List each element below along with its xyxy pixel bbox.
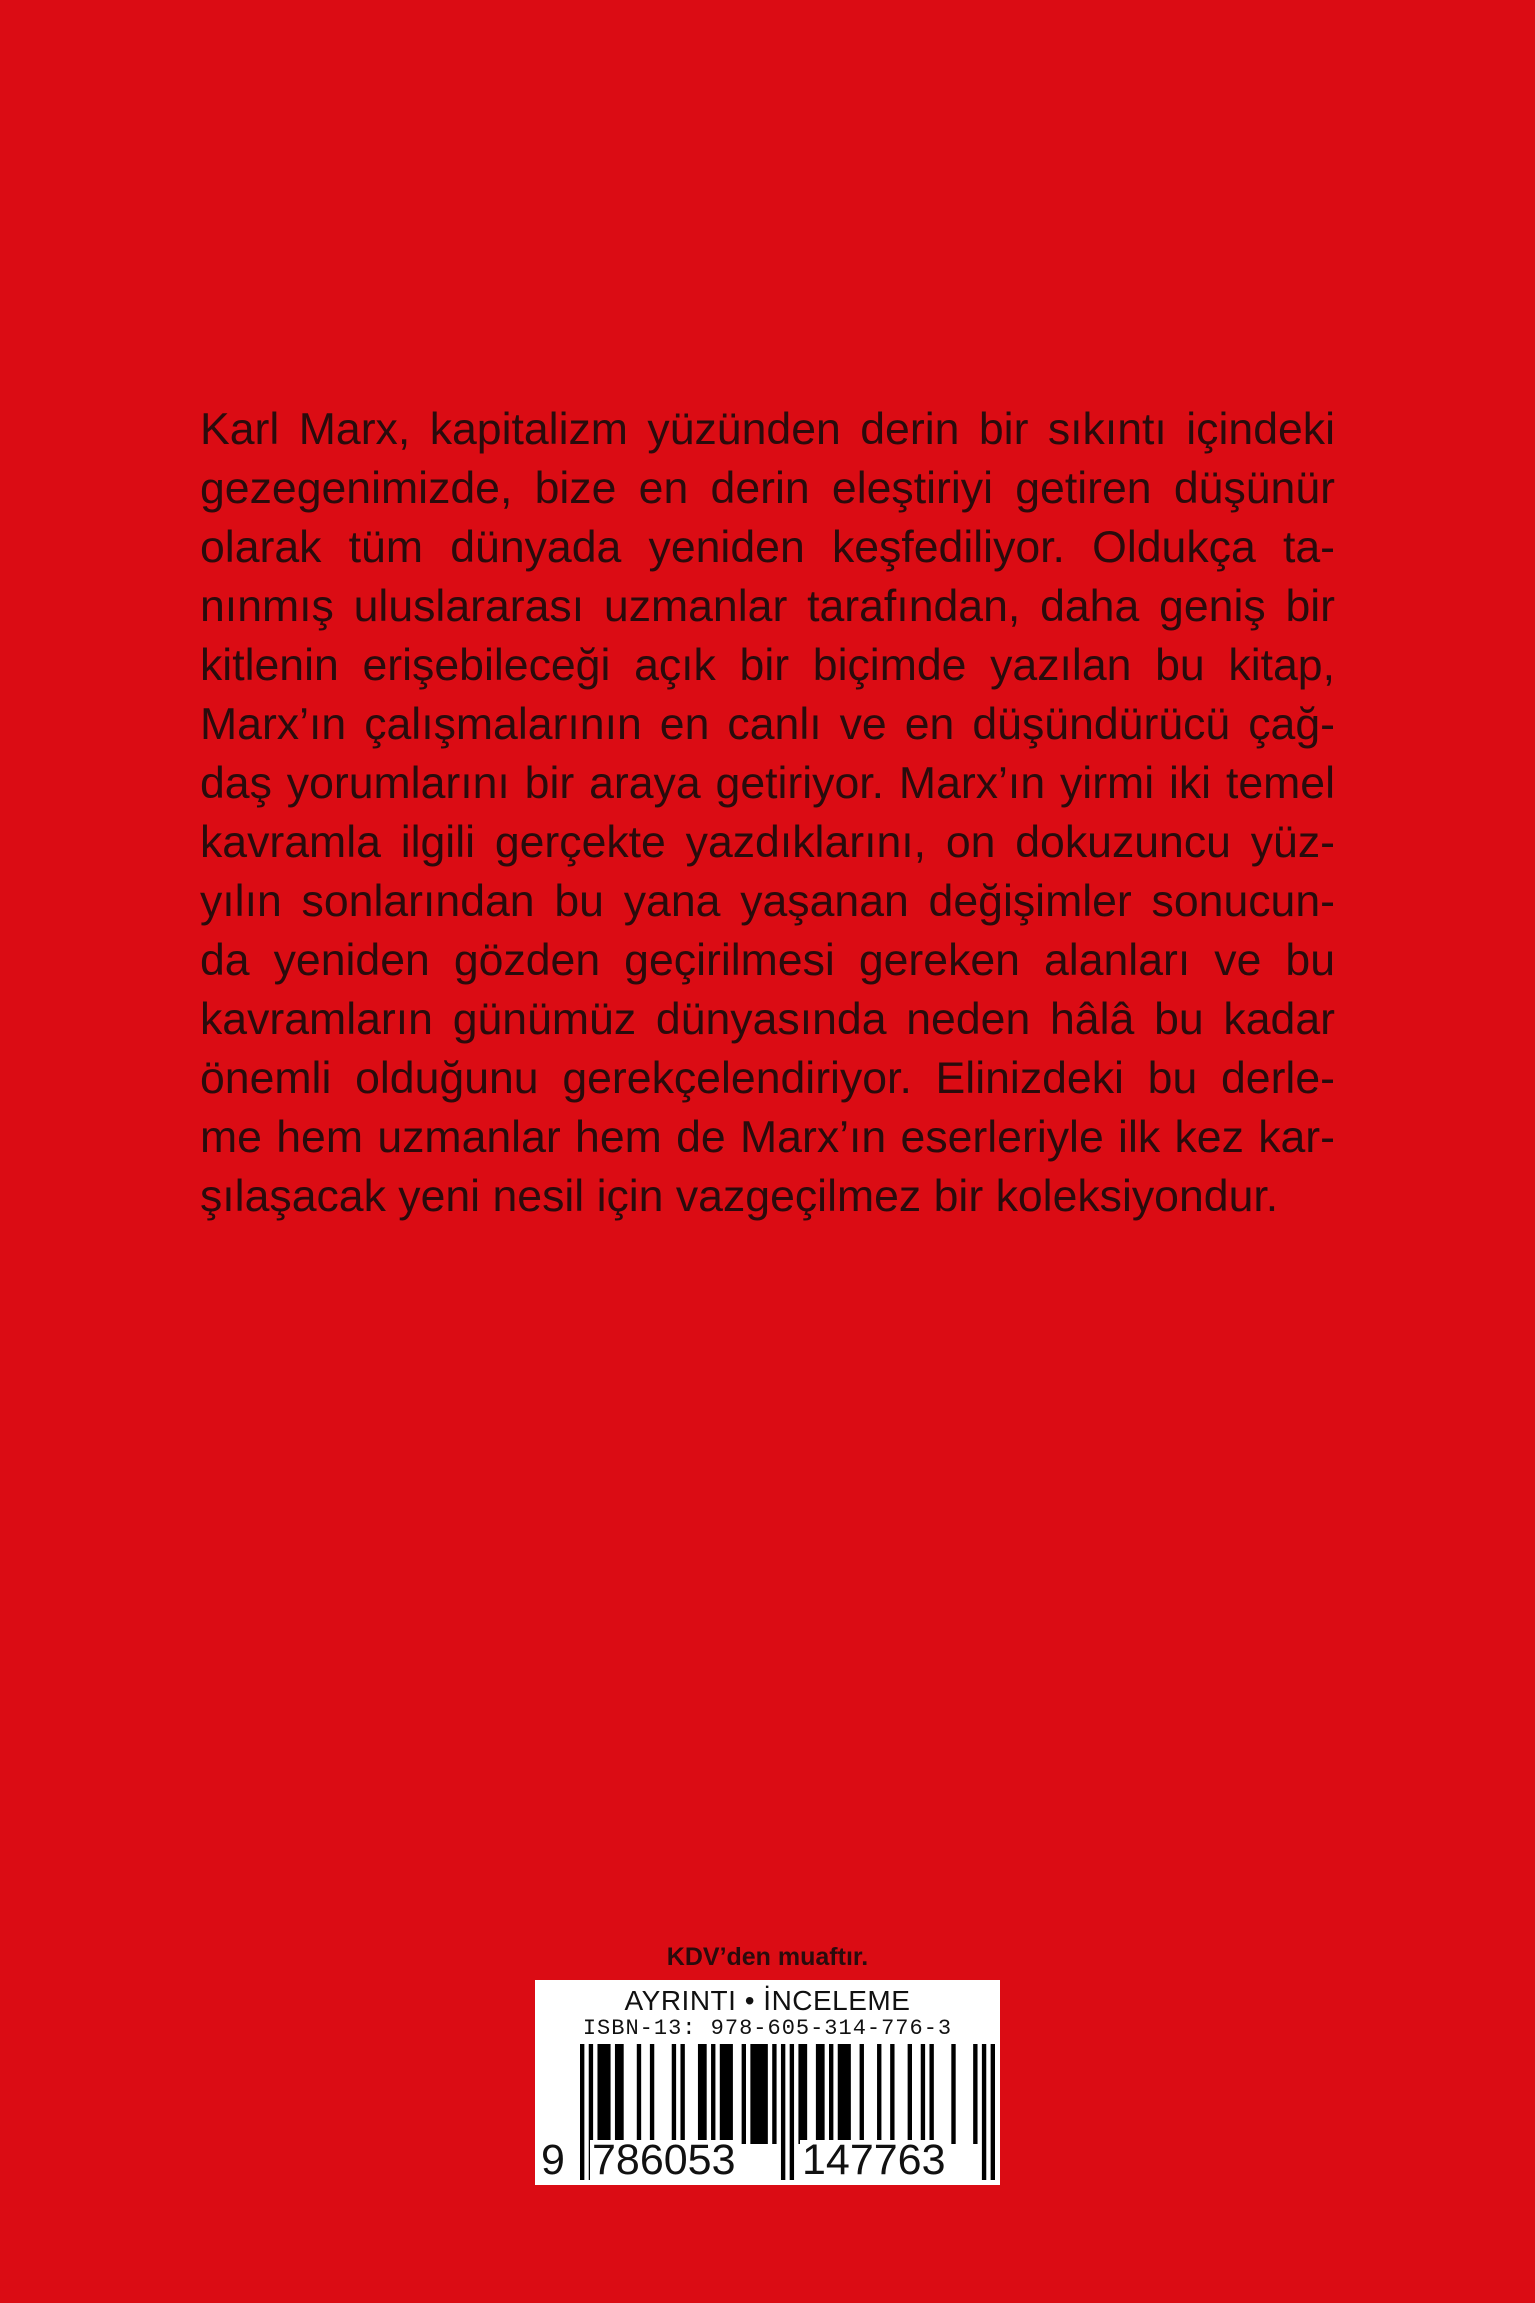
ean-right-group: 147763: [802, 2136, 946, 2184]
blurb-line: kavramların günümüz dünyasında neden hâlâ bu kadar: [200, 995, 1335, 1044]
barcode-bar: [750, 2044, 767, 2144]
barcode-bar: [597, 2044, 610, 2144]
barcode-bar: [772, 2044, 776, 2144]
barcode-bar: [698, 2044, 707, 2144]
ean-left-group: 786053: [592, 2136, 736, 2184]
barcode-bar: [720, 2044, 733, 2144]
barcode-bar: [877, 2044, 881, 2144]
blurb-line: da yeniden gözden geçirilmesi gereken alanları ve bu: [200, 936, 1335, 985]
barcode-bar: [973, 2044, 977, 2144]
back-cover-blurb: [200, 400, 1335, 1226]
barcode-bar: [890, 2044, 894, 2144]
blurb-line: olarak tüm dünyada yeniden keşfediliyor. Oldukça ta-: [200, 523, 1335, 572]
barcode-bar: [816, 2044, 825, 2144]
barcode-bar: [929, 2044, 933, 2144]
barcode-bar: [672, 2044, 676, 2144]
blurb-line: Marx’ın çalışmalarının en canlı ve en düşündürücü çağ-: [200, 700, 1335, 749]
barcode-bar: [650, 2044, 654, 2144]
barcode-bar: [860, 2044, 864, 2144]
blurb-line: nınmış uluslararası uzmanlar tarafından, daha geniş bir: [200, 582, 1335, 631]
blurb-line: kavramla ilgili gerçekte yazdıklarını, on dokuzuncu yüz-: [200, 818, 1335, 867]
barcode-bar: [742, 2044, 746, 2144]
blurb-line: yılın sonlarından bu yana yaşanan değişimler sonucun-: [200, 877, 1335, 926]
blurb-line: daş yorumlarını bir araya getiriyor. Marx’ın yirmi iki temel: [200, 759, 1335, 808]
blurb-line: me hem uzmanlar hem de Marx’ın eserleriyle ilk kez kar-: [200, 1113, 1335, 1162]
barcode-bar: [615, 2044, 624, 2144]
isbn-label: ISBN-13: 978-605-314-776-3: [582, 2016, 953, 2041]
barcode-bar: [711, 2044, 715, 2144]
blurb-line: önemli olduğunu gerekçelendiriyor. Elinizdeki bu derle-: [200, 1054, 1335, 1103]
barcode-bar: [680, 2044, 684, 2144]
barcode-bar: [908, 2044, 912, 2144]
blurb-line: gezegenimizde, bize en derin eleştiriyi getiren düşünür: [200, 464, 1335, 513]
barcode-bar: [838, 2044, 851, 2144]
barcode-bar: [921, 2044, 925, 2144]
ean-first-digit: 9: [541, 2136, 565, 2184]
barcode-label: [535, 1980, 1000, 2185]
barcode-bar: [829, 2044, 833, 2144]
blurb-line: Karl Marx, kapitalizm yüzünden derin bir sıkıntı içindeki: [200, 405, 1335, 454]
blurb-line: şılaşacak yeni nesil için vazgeçilmez bir koleksiyondur.: [200, 1172, 1279, 1221]
vat-exempt-note: KDV’den muaftır.: [666, 1943, 869, 1971]
barcode-bar: [951, 2044, 955, 2144]
barcode-bar: [798, 2044, 807, 2144]
series-label: AYRINTI • İNCELEME: [624, 1985, 911, 2016]
barcode-bar: [637, 2044, 641, 2144]
blurb-line: kitlenin erişebileceği açık bir biçimde yazılan bu kitap,: [200, 641, 1335, 690]
ean-digits: [535, 2136, 1000, 2184]
